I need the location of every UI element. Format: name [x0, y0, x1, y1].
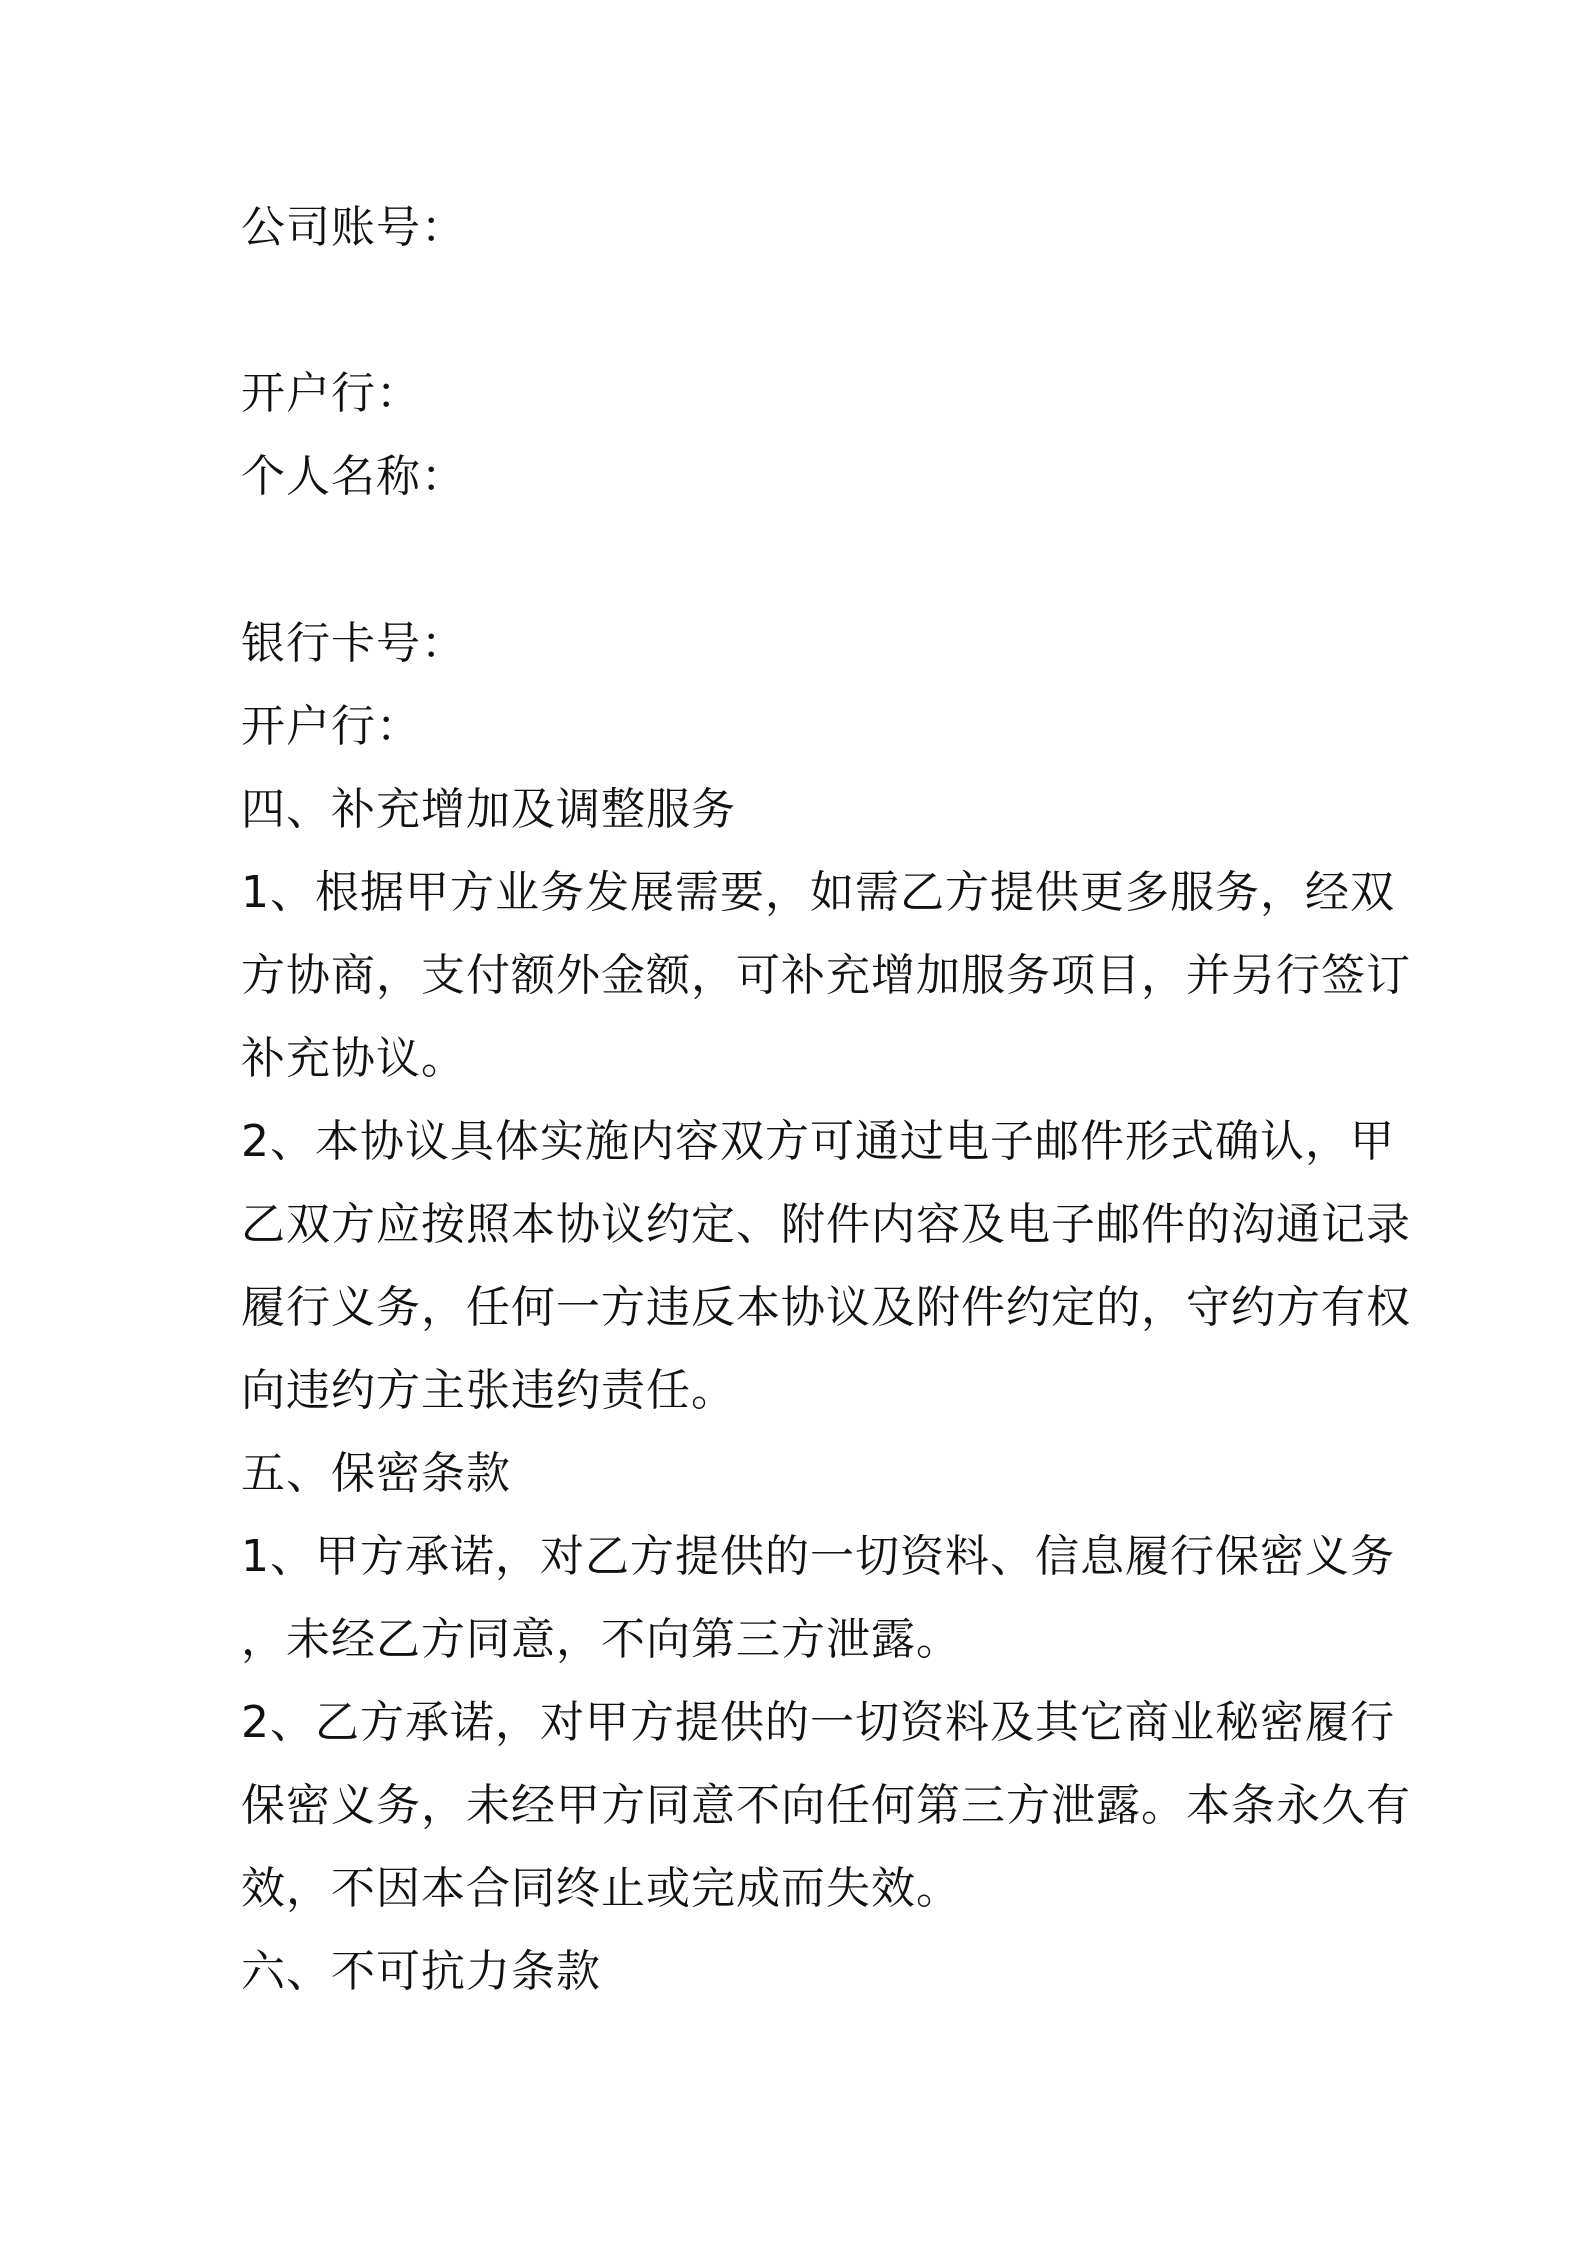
paragraph-line: 1、甲方承诺，对乙方提供的一切资料、信息履行保密义务: [241, 1531, 1395, 1582]
bank-card-label: 银行卡号：: [241, 618, 466, 669]
paragraph-line: 保密义务，未经甲方同意不向任何第三方泄露。本条永久有: [241, 1780, 1411, 1831]
section-heading-4: 四、补充增加及调整服务: [241, 784, 736, 835]
personal-name-label: 个人名称：: [241, 451, 466, 502]
company-bank-label: 开户行：: [241, 368, 421, 419]
paragraph-line: 向违约方主张违约责任。: [241, 1365, 736, 1416]
company-account-label: 公司账号：: [241, 202, 466, 253]
paragraph-line: 2、本协议具体实施内容双方可通过电子邮件形式确认，甲: [241, 1116, 1395, 1167]
paragraph-line: 2、乙方承诺，对甲方提供的一切资料及其它商业秘密履行: [241, 1697, 1395, 1748]
paragraph-line: 效，不因本合同终止或完成而失效。: [241, 1863, 961, 1914]
paragraph-line: 1、根据甲方业务发展需要，如需乙方提供更多服务，经双: [241, 867, 1395, 918]
paragraph-line: 方协商，支付额外金额，可补充增加服务项目，并另行签订: [241, 950, 1411, 1001]
paragraph-line: ，未经乙方同意，不向第三方泄露。: [241, 1614, 961, 1665]
section-heading-5: 五、保密条款: [241, 1448, 511, 1499]
paragraph-line: 履行义务，任何一方违反本协议及附件约定的，守约方有权: [241, 1282, 1411, 1333]
paragraph-line: 乙双方应按照本协议约定、附件内容及电子邮件的沟通记录: [241, 1199, 1411, 1250]
personal-bank-label: 开户行：: [241, 701, 421, 752]
section-heading-6: 六、不可抗力条款: [241, 1946, 601, 1997]
paragraph-line: 补充协议。: [241, 1033, 466, 1084]
